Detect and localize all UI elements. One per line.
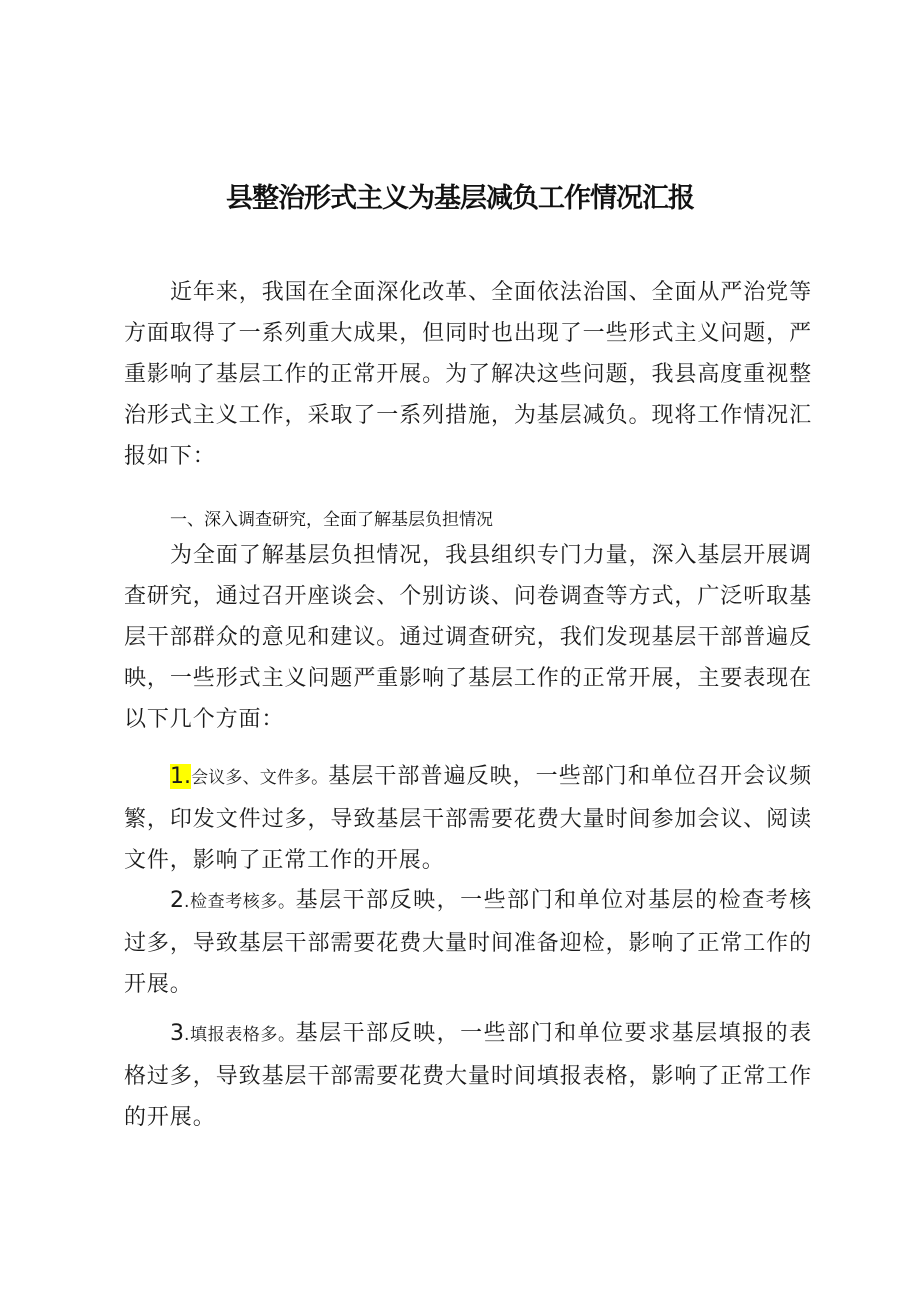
section-1-paragraph: 为全面了解基层负担情况，我县组织专门力量，深入基层开展调查研究，通过召开座谈会、个别访谈、问卷调查等方式，广泛听取基层干部群众的意见和建议。通过调查研究，我们发现基层干部普遍反映，一些形式主义问题严重影响了基层工作的正常开展，主要表现在以下几个方面： xyxy=(124,543,812,732)
list-item xyxy=(124,880,812,1005)
item-lead: .填报表格多。 xyxy=(184,1025,296,1045)
item-number: 2 xyxy=(170,888,184,913)
document-title: 县整治形式主义为基层减负工作情况汇报 xyxy=(226,183,694,214)
intro-paragraph: 近年来，我国在全面深化改革、全面依法治国、全面从严治党等方面取得了一系列重大成果，但同时也出现了一些形式主义问题，严重影响了基层工作的正常开展。为了解决这些问题，我县高度重视整治形式主义工作，采取了一系列措施，为基层减负。现将工作情况汇报如下： xyxy=(124,280,812,469)
item-number-highlighted: 1. xyxy=(170,764,191,789)
list-item xyxy=(124,1013,812,1138)
item-lead: .检查考核多。 xyxy=(184,892,296,912)
item-number: 3 xyxy=(170,1021,184,1046)
item-text: 基层干部反映，一些部门和单位对基层的检查考核过多，导致基层干部需要花费大量时间准备迎检，影响了正常工作的开展。 xyxy=(124,888,812,997)
item-lead: 会议多、文件多。 xyxy=(191,768,329,788)
item-text: 基层干部普遍反映，一些部门和单位召开会议频繁，印发文件过多，导致基层干部需要花费大量时间参加会议、阅读文件，影响了正常工作的开展。 xyxy=(124,764,813,873)
section-heading-1: 一、深入调查研究，全面了解基层负担情况 xyxy=(170,510,493,530)
item-text: 基层干部反映，一些部门和单位要求基层填报的表格过多，导致基层干部需要花费大量时间填报表格，影响了正常工作的开展。 xyxy=(124,1021,812,1130)
list-item xyxy=(124,756,812,881)
